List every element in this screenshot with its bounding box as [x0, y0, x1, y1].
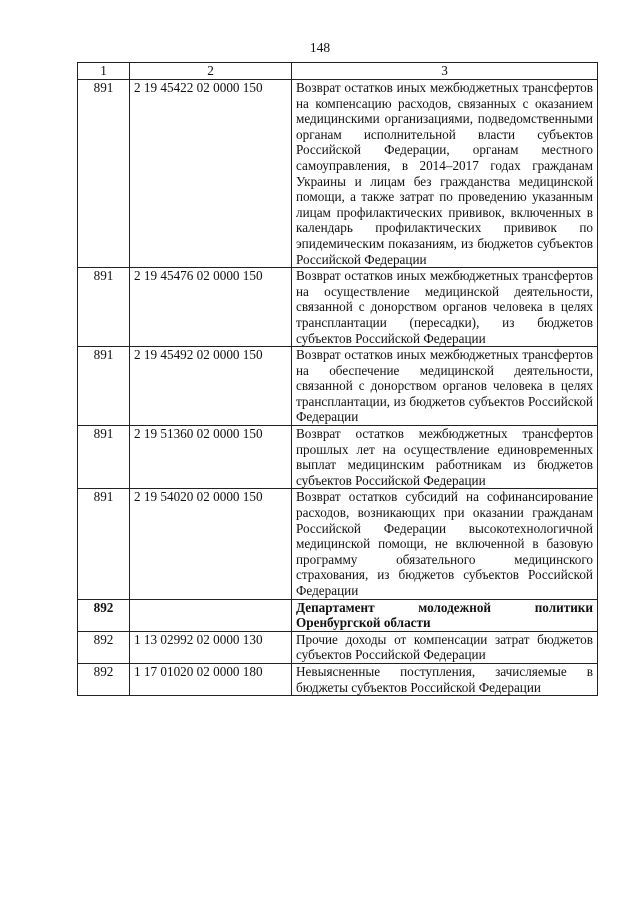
revenue-classification-table: [77, 62, 598, 696]
header-col-3: 3: [292, 63, 598, 80]
admin-code: 891: [78, 426, 130, 489]
row-description: Невыясненные поступления, зачисляемые в бюджеты субъектов Российской Федерации: [292, 663, 598, 695]
admin-code: 892: [78, 663, 130, 695]
admin-code: 891: [78, 489, 130, 599]
department-title: Департамент молодежной политики Оренбургской области: [292, 599, 598, 631]
row-description: Возврат остатков межбюджетных трансфертов прошлых лет на осуществление единовременных выплат медицинским работникам из бюджетов субъектов Российской Федерации: [292, 426, 598, 489]
row-description: Возврат остатков субсидий на софинансирование расходов, возникающих при оказании гражданам Российской Федерации высокотехнологичной медицинской помощи, не включенной в базовую программу обязательного медицинского страхования, из бюджетов субъектов Российской Федерации: [292, 489, 598, 599]
header-col-2: 2: [130, 63, 292, 80]
row-description: Возврат остатков иных межбюджетных трансфертов на осуществление медицинской деятельности, связанной с донорством органов человека в целях трансплантации (пересадки), из бюджетов субъектов Российской Федерации: [292, 268, 598, 347]
row-description: Прочие доходы от компенсации затрат бюджетов субъектов Российской Федерации: [292, 631, 598, 663]
row-description: Возврат остатков иных межбюджетных трансфертов на обеспечение медицинской деятельности, связанной с донорством органов человека в целях трансплантации, из бюджетов субъектов Российской Федерации: [292, 347, 598, 426]
table-row: [78, 631, 598, 663]
department-heading-row: [78, 599, 598, 631]
admin-code: 892: [78, 631, 130, 663]
kbk-code: 2 19 45476 02 0000 150: [130, 268, 292, 347]
admin-code: 891: [78, 268, 130, 347]
page-number: 148: [309, 40, 331, 55]
table-row: [78, 426, 598, 489]
table-header-row: [78, 63, 598, 80]
kbk-code: 2 19 45422 02 0000 150: [130, 80, 292, 268]
table-row: [78, 663, 598, 695]
table-row: [78, 489, 598, 599]
table-row: [78, 347, 598, 426]
admin-code: 891: [78, 347, 130, 426]
kbk-code: [130, 599, 292, 631]
kbk-code: 2 19 54020 02 0000 150: [130, 489, 292, 599]
header-col-1: 1: [78, 63, 130, 80]
kbk-code: 1 17 01020 02 0000 180: [130, 663, 292, 695]
kbk-code: 2 19 45492 02 0000 150: [130, 347, 292, 426]
admin-code: 892: [78, 599, 130, 631]
table-row: [78, 268, 598, 347]
kbk-code: 1 13 02992 02 0000 130: [130, 631, 292, 663]
row-description: Возврат остатков иных межбюджетных трансфертов на компенсацию расходов, связанных с оказанием медицинскими организациями, подведомственными органам исполнительной власти субъектов Российской Федерации, органам местного самоуправления, в 2014–2017 годах гражданам Украины и лицам без гражданства медицинской помощи, а также затрат по проведению указанным лицам профилактических прививок, включенных в календарь профилактических прививок по эпидемическим показаниям, из бюджетов субъектов Российской Федерации: [292, 80, 598, 268]
admin-code: 891: [78, 80, 130, 268]
table-row: [78, 80, 598, 268]
kbk-code: 2 19 51360 02 0000 150: [130, 426, 292, 489]
